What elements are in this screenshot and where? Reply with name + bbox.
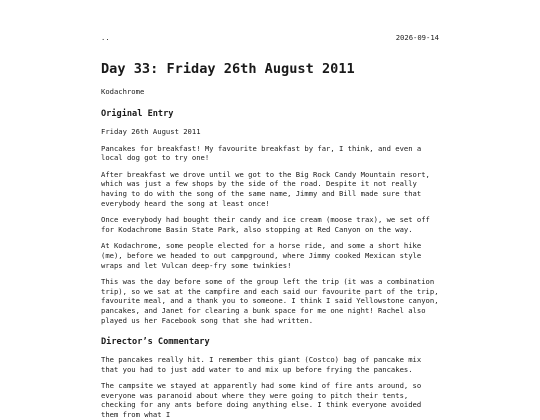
post-subtitle: Kodachrome xyxy=(101,87,145,96)
page-title: Day 33: Friday 26th August 2011 xyxy=(101,61,355,77)
entry-paragraph: Pancakes for breakfast! My favourite breakfast by far, I think, and even a local dog got to try one! xyxy=(101,143,422,163)
top-bar xyxy=(101,33,439,43)
entry-paragraph: Once everybody had bought their candy and ice cream (moose trax), we set off for Kodachrome Basin State Park, also stopping at Red Canyon on the way. xyxy=(101,215,430,234)
back-link[interactable]: .. xyxy=(101,33,110,42)
entry-paragraph: After breakfast we drove until we got to the Big Rock Candy Mountain resort, which was just a few shops by the side of the road. Despite it not really having to do with the song of the same name, Jimmy and Bill made sure that everybody heard the song at least once! xyxy=(101,169,430,208)
entry-paragraph: At Kodachrome, some people elected for a horse ride, and some a short hike (me), before we headed to out campground, where Jimmy cooked Mexican style wraps and let Vulcan deep-fry some twinkies! xyxy=(101,241,422,270)
original-entry-heading: Original Entry xyxy=(101,109,174,119)
entry-date: Friday 26th August 2011 xyxy=(101,127,201,136)
commentary-paragraph: The pancakes really hit. I remember this giant (Costco) bag of pancake mix that you had to just add water to and mix up before frying the pancakes. xyxy=(101,355,422,374)
commentary-heading: Director’s Commentary xyxy=(101,337,210,348)
post-date: 2026-09-14 xyxy=(395,33,439,42)
entry-paragraph: This was the day before some of the group left the trip (it was a combination trip), so we sat at the campfire and each said our favourite part of the trip, favourite meal, and a thank you to someone. I think I said Yellowstone canyon, pancakes, and Janet for clearing a bunk space for me one night! Rachel also played us her Facebook song that she had written. xyxy=(101,277,439,325)
commentary-paragraph: The campsite we stayed at apparently had some kind of fire ants around, so everyone was paranoid about where they were going to pitch their tents, checking for any ants before doing anything else. I think everyone avoided them from what I xyxy=(101,381,422,420)
page xyxy=(101,0,439,420)
